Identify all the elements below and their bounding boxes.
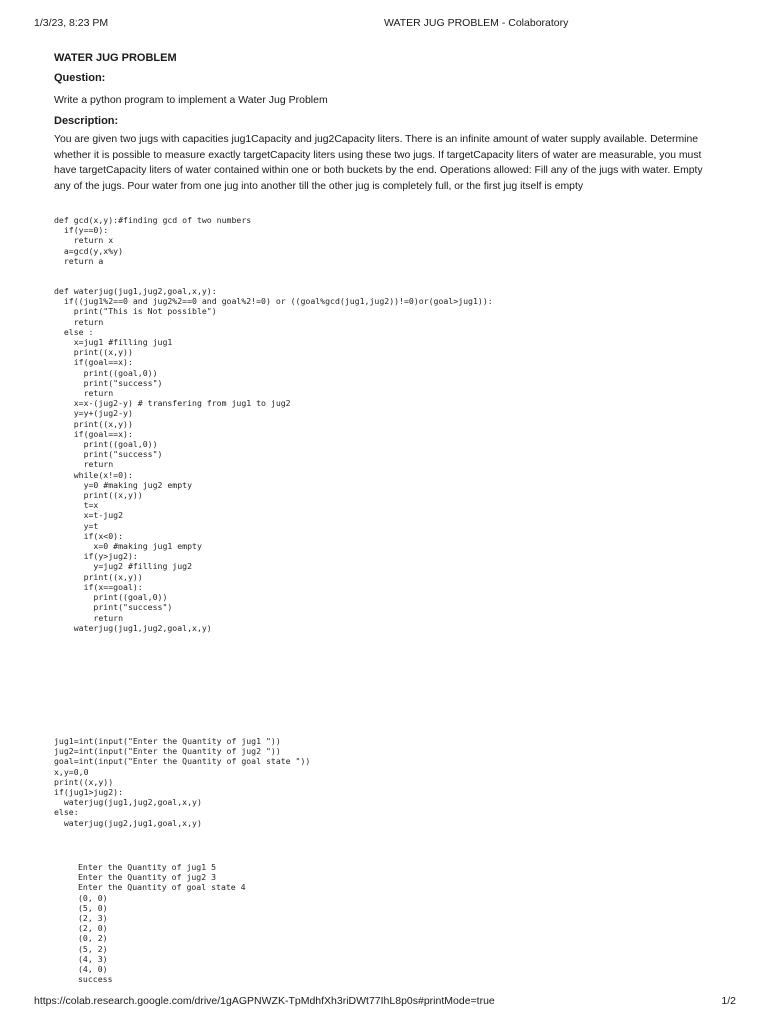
page-url: https://colab.research.google.com/drive/1gAGPNWZK-TpMdhfXh3riDWt77IhL8p0s#printMode=true (34, 995, 495, 1007)
code-cell-gcd: def gcd(x,y):#finding gcd of two numbers if(y==0): return x a=gcd(y,x%y) return a (54, 215, 252, 266)
description-heading: Description: (54, 115, 119, 127)
code-cell-waterjug: def waterjug(jug1,jug2,goal,x,y): if((jug1%2==0 and jug2%2==0 and goal%2!=0) or ((goal%gcd(jug1,jug2))!=0)or(goal>jug1)): print("This is Not possible") return else : x=jug1 #filling jug1 print((x,y)) if(goal==x): print((goal,0)) print("success") return x=x-(jug2-y) # transfering from jug1 to jug2 y=y+(jug2-y) print((x,y)) if(goal==x): print((goal,0)) print("success") return while(x!=0): y=0 #making jug2 empty print((x,y)) t=x x=t-jug2 y=t if(x<0): x=0 #making jug1 empty if(y>jug2): y=jug2 #filling jug2 print((x,y)) if(x==goal): print((goal,0)) print("success") return waterjug(jug1,jug2,goal,x,y) (54, 286, 493, 633)
question-heading: Question: (54, 72, 106, 84)
page-number: 1/2 (721, 995, 736, 1007)
document-title: WATER JUG PROBLEM (54, 52, 177, 64)
print-page-title: WATER JUG PROBLEM - Colaboratory (384, 17, 569, 29)
question-text: Write a python program to implement a Water Jug Problem (54, 94, 328, 106)
cell-output: Enter the Quantity of jug1 5 Enter the Quantity of jug2 3 Enter the Quantity of goal state 4 (0, 0) (5, 0) (2, 3) (2, 0) (0, 2) (5, 2) (4, 3) (4, 0) success (78, 862, 246, 985)
description-text: You are given two jugs with capacities jug1Capacity and jug2Capacity liters. There is an infinite amount of water supply available. Determine whether it is possible to measure exactly targetCapacity liters using these two jugs. If targetCapacity liters of water are measurable, you must have targetCapacity liters of water contained within one or both buckets by the end. Operations allowed: Fill any of the jugs with water. Empty any of the jugs. Pour water from one jug into another till the other jug is completely full, or the first jug itself is empty (54, 134, 703, 193)
print-header (34, 17, 728, 31)
print-datetime: 1/3/23, 8:23 PM (34, 17, 109, 29)
code-cell-main: jug1=int(input("Enter the Quantity of jug1 ")) jug2=int(input("Enter the Quantity of jug2 ")) goal=int(input("Enter the Quantity of goal state ")) x,y=0,0 print((x,y)) if(jug1>jug2): waterjug(jug1,jug2,goal,x,y) else: waterjug(jug2,jug1,goal,x,y) (54, 736, 311, 828)
